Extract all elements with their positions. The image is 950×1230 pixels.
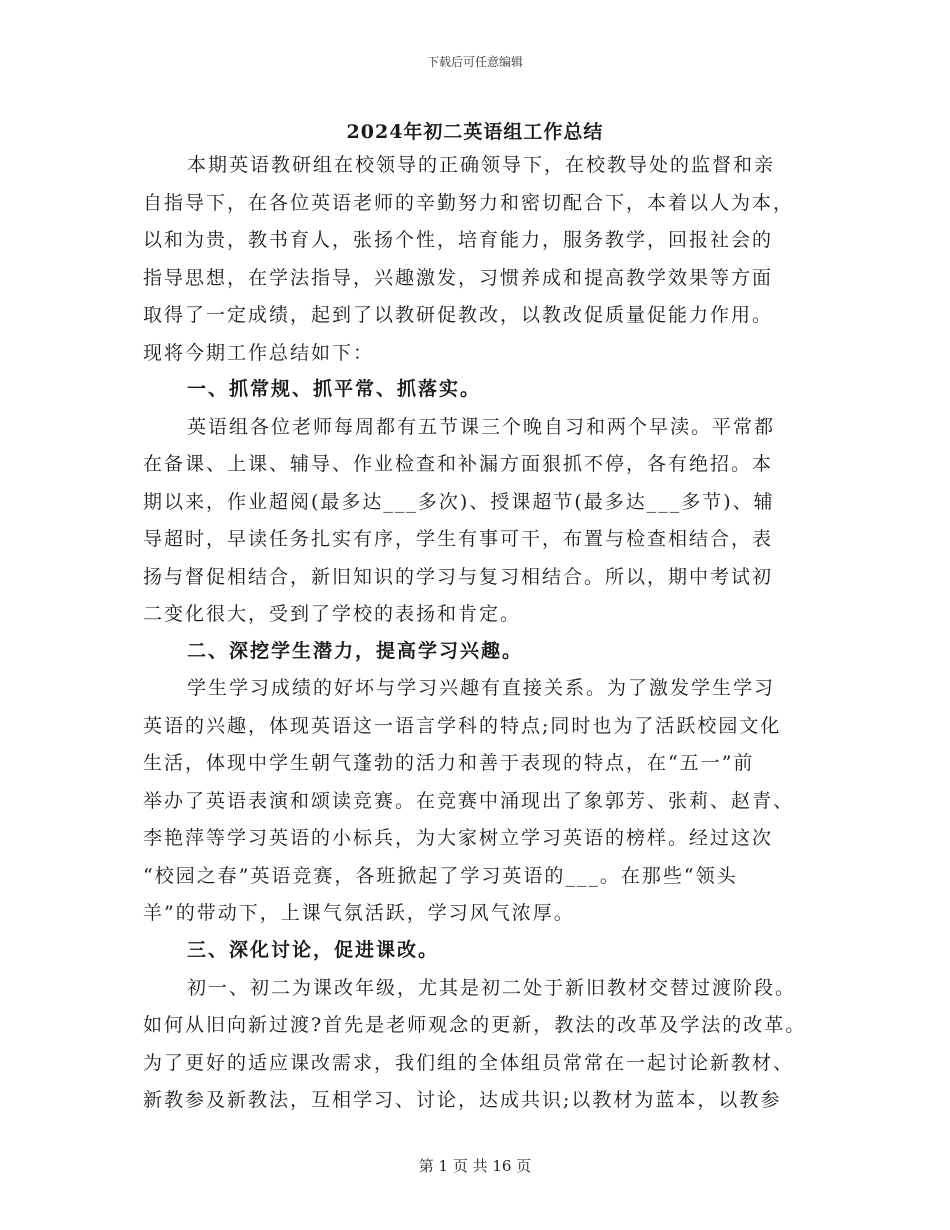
- paragraph-line: 在备课、上课、辅导、作业检查和补漏方面狠抓不停，各有绝招。本: [143, 453, 774, 475]
- paragraph-line: 举办了英语表演和颂读竞赛。在竞赛中涌现出了象郭芳、张莉、赵青、: [143, 790, 795, 812]
- document-title: 2024年初二英语组工作总结: [346, 121, 604, 143]
- paragraph-line: 生活，体现中学生朝气蓬勃的活力和善于表现的特点，在“五一”前: [143, 752, 755, 774]
- page-footer: 第 1 页 共 16 页: [418, 1157, 532, 1175]
- paragraph-line: 本期英语教研组在校领导的正确领导下，在校教导处的监督和亲: [187, 154, 776, 176]
- paragraph-line: 李艳萍等学习英语的小标兵，为大家树立学习英语的榜样。经过这次: [143, 827, 774, 849]
- paragraph-line: 现将今期工作总结如下：: [143, 342, 375, 364]
- paragraph-line: 期以来，作业超阅(最多达___多次)、授课超节(最多达___多节)、辅: [143, 491, 775, 513]
- paragraph-line: 初一、初二为课改年级，尤其是初二处于新旧教材交替过渡阶段。: [187, 977, 797, 999]
- paragraph-line: “校园之春”英语竞赛，各班掀起了学习英语的___。在那些“领头: [143, 865, 738, 887]
- paragraph-line: 英语的兴趣，体现英语这一语言学科的特点;同时也为了活跃校园文化: [143, 715, 782, 737]
- paragraph-line: 自指导下，在各位英语老师的辛勤努力和密切配合下，本着以人为本，: [143, 192, 795, 214]
- paragraph-line: 新教参及新教法，互相学习、讨论，达成共识;以教材为蓝本，以教参: [143, 1089, 782, 1111]
- paragraph-line: 指导思想，在学法指导，兴趣激发，习惯养成和提高教学效果等方面: [143, 267, 774, 289]
- paragraph-line: 扬与督促相结合，新旧知识的学习与复习相结合。所以，期中考试初: [143, 566, 774, 588]
- paragraph-line: 为了更好的适应课改需求，我们组的全体组员常常在一起讨论新教材、: [143, 1052, 795, 1074]
- paragraph-line: 学生学习成绩的好坏与学习兴趣有直接关系。为了激发学生学习: [187, 677, 776, 699]
- section-heading: 一、抓常规、抓平常、抓落实。: [187, 378, 482, 400]
- paragraph-line: 取得了一定成绩，起到了以教研促教改，以教改促质量促能力作用。: [143, 304, 774, 326]
- paragraph-line: 羊”的带动下，上课气氛活跃，学习风气浓厚。: [143, 902, 575, 924]
- paragraph-line: 以和为贵，教书育人，张扬个性，培育能力，服务教学，回报社会的: [143, 229, 774, 251]
- paragraph-line: 二变化很大，受到了学校的表扬和肯定。: [143, 603, 522, 625]
- header-note: 下载后可任意编辑: [426, 55, 523, 69]
- paragraph-line: 如何从旧向新过渡?首先是老师观念的更新，教法的改革及学法的改革。: [143, 1014, 807, 1036]
- paragraph-line: 英语组各位老师每周都有五节课三个晚自习和两个早渎。平常都: [187, 416, 776, 438]
- section-heading: 三、深化讨论，促进课改。: [187, 939, 440, 961]
- paragraph-line: 导超时，早读任务扎实有序，学生有事可干，布置与检查相结合，表: [143, 528, 774, 550]
- section-heading: 二、深挖学生潜力，提高学习兴趣。: [187, 640, 524, 662]
